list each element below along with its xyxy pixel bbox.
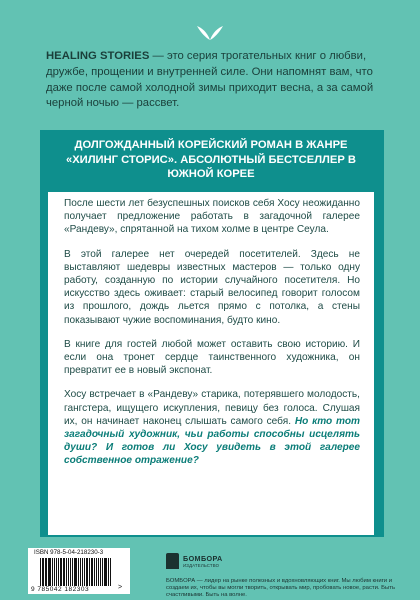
leaf-logo-icon xyxy=(196,24,224,42)
series-intro-text: — это серия трогательных книг о любви, дружбе, прощении и внутренней силе. Они напомнят вам, что даже после самой холодной зимы приходит весна, а за самой черной ночью — рассвет. xyxy=(46,50,374,110)
bombora-logo-icon xyxy=(166,553,179,569)
publisher-name: БОМБОРА xyxy=(183,554,223,563)
synopsis-paragraph: После шести лет безуспешных поисков себя Хосу неожиданно получает предложение работать в загадочной галерее «Рандеву», спрятанной на тихом холме в центре Сеула. xyxy=(64,198,360,236)
synopsis-last-text: Хосу встречает в «Рандеву» старика, потерявшего молодость, гангстера, ищущего искупления, певицу без голоса. Слушая их, он начинает наконец слышать самого себя. xyxy=(64,389,360,427)
series-intro xyxy=(46,49,376,112)
headline: ДОЛГОЖДАННЫЙ КОРЕЙСКИЙ РОМАН В ЖАНРЕ «ХИЛИНГ СТОРИС». АБСОЛЮТНЫЙ БЕСТСЕЛЛЕР В ЮЖНОЙ КОРЕЕ xyxy=(65,139,357,180)
barcode-arrow: > xyxy=(118,584,123,591)
barcode-digits: 9 785042 182303 xyxy=(31,586,90,593)
publisher-subtitle: ИЗДАТЕЛЬСТВО xyxy=(183,563,220,568)
synopsis-paragraph: В этой галерее нет очередей посетителей. Здесь не выставляют шедевры известных мастеров — только одну работу, созданную по истории случайного посетителя. Но искусство здесь оживает: старый велосипед говорит голосом из прошлого, дождь льется прямо с потолка, а стены показывают чужие воспоминания, будто кино. xyxy=(64,248,360,326)
series-brand: HEALING STORIES xyxy=(46,50,150,62)
synopsis-question: Но кто тот загадочный художник, чьи работы способны исцелять души? И готов ли Хосу увидеть в этой галерее собственное отражение? xyxy=(64,415,360,467)
barcode-bars xyxy=(40,558,112,586)
synopsis-paragraph-last xyxy=(64,388,360,467)
publisher-description: БОМБОРА — лидер на рынке полезных и вдохновляющих книг. Мы любим книги и создаем их, чтобы вы могли творить, открывать мир, пробовать новое, расти. Быть счастливыми. Быть на волне. xyxy=(166,578,396,599)
isbn-text: ISBN 978-5-04-218230-3 xyxy=(34,549,104,556)
synopsis-paragraph: В книге для гостей любой может оставить свою историю. И если она тронет сердце таинственного художника, он превратит ее в новый экспонат. xyxy=(64,338,360,377)
synopsis xyxy=(64,197,360,479)
